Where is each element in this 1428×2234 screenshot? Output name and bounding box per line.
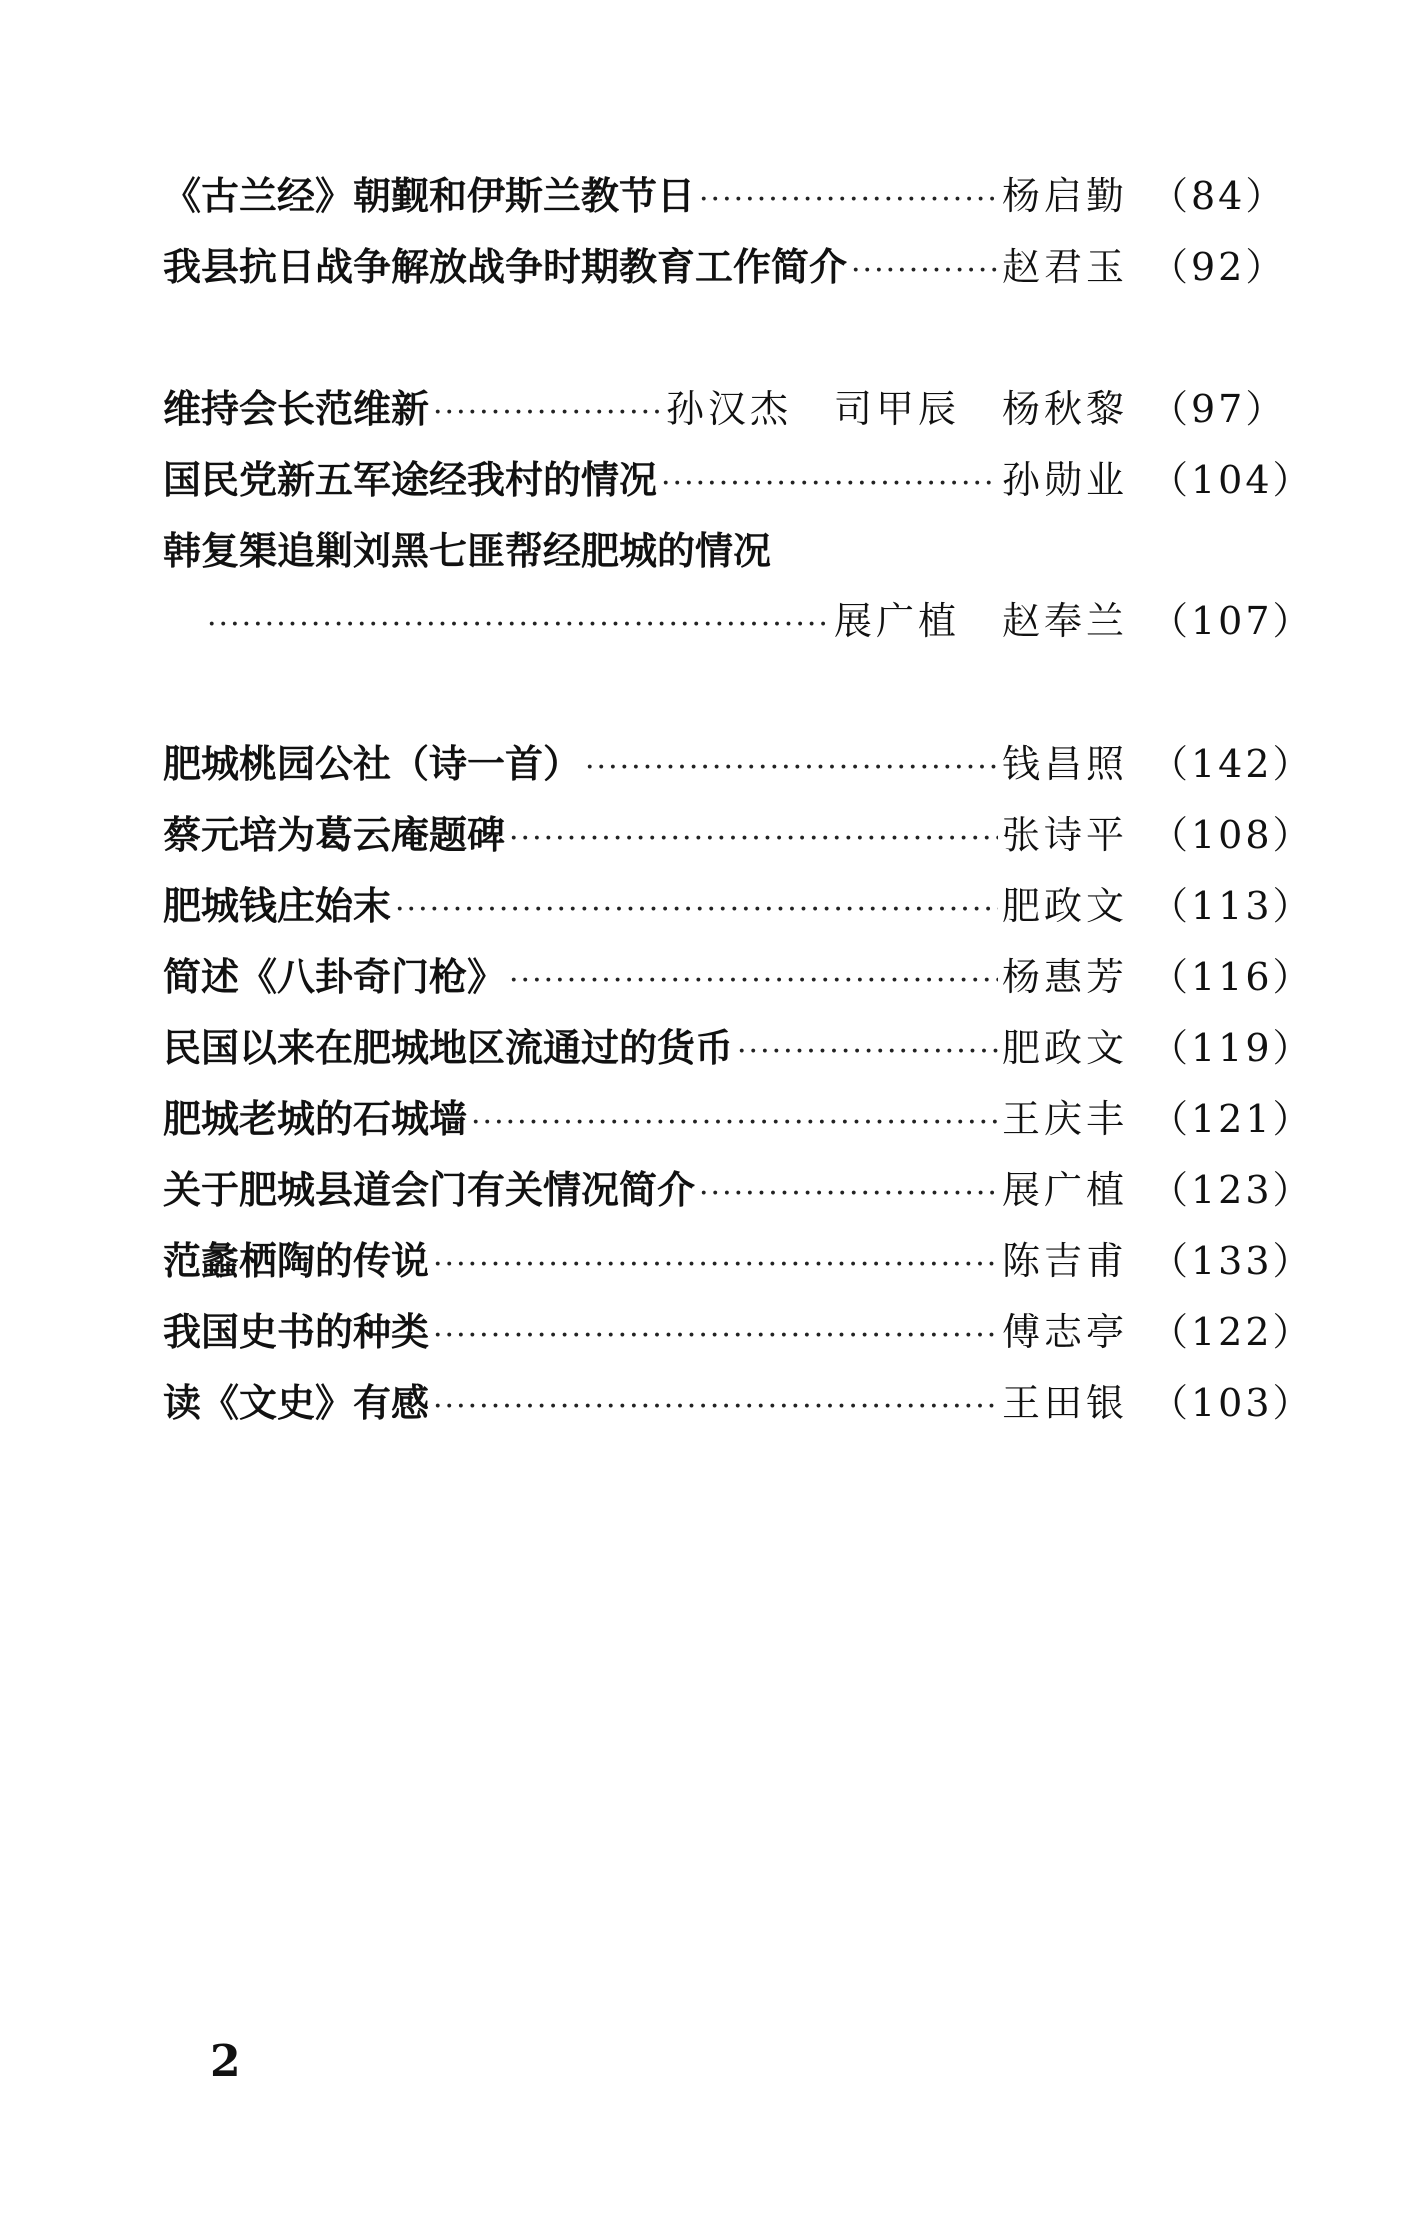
- toc-entry: [163, 728, 1314, 799]
- toc-entry: [163, 515, 1280, 586]
- entry-author: 孙汉杰 司甲辰 杨秋黎: [665, 387, 1128, 431]
- toc-entry: [163, 444, 1314, 515]
- table-of-contents: [163, 160, 1314, 1438]
- toc-entry: [163, 1154, 1314, 1225]
- entry-page: （133）: [1150, 1239, 1314, 1283]
- toc-entry: [163, 160, 1287, 231]
- dot-leader: [395, 874, 998, 945]
- dot-leader: [433, 1300, 998, 1371]
- toc-entry: [163, 231, 1287, 302]
- entry-page: （92）: [1150, 245, 1287, 289]
- dot-leader: [585, 732, 998, 803]
- toc-entry: [163, 870, 1314, 941]
- entry-title: 《古兰经》朝觐和伊斯兰教节日: [163, 173, 696, 218]
- section-gap: [163, 657, 1280, 728]
- toc-entry: [163, 1367, 1314, 1438]
- entry-author: 杨启勤: [1001, 174, 1128, 218]
- entry-title: 简述《八卦奇门枪》: [163, 954, 506, 999]
- entry-title: 我县抗日战争解放战争时期教育工作简介: [163, 244, 848, 289]
- entry-author: 张诗平: [1001, 813, 1128, 857]
- entry-author: 赵君玉: [1001, 245, 1128, 289]
- dot-leader: [207, 589, 830, 660]
- page-number: 2: [210, 2036, 241, 2087]
- entry-page: （142）: [1150, 742, 1314, 786]
- dot-leader: [699, 164, 998, 235]
- entry-author: 肥政文: [1001, 1026, 1128, 1070]
- dot-leader: [661, 448, 998, 519]
- toc-entry: [163, 1083, 1314, 1154]
- entry-author: 傅志亭: [1001, 1310, 1128, 1354]
- entry-author: 杨惠芳: [1001, 955, 1128, 999]
- section-gap: [163, 302, 1280, 373]
- entry-page: （123）: [1150, 1168, 1314, 1212]
- entry-title: 蔡元培为葛云庵题碑: [163, 812, 506, 857]
- entry-title: 肥城老城的石城墙: [163, 1096, 468, 1141]
- dot-leader: [509, 803, 998, 874]
- entry-author: 王庆丰: [1001, 1097, 1128, 1141]
- entry-title: 读《文史》有感: [163, 1380, 430, 1425]
- entry-author: 陈吉甫: [1001, 1239, 1128, 1283]
- entry-author: 王田银: [1001, 1381, 1128, 1425]
- entry-title: 范蠡栖陶的传说: [163, 1238, 430, 1283]
- toc-entry: [163, 373, 1287, 444]
- toc-entry: [163, 1225, 1314, 1296]
- entry-page: （122）: [1150, 1310, 1314, 1354]
- dot-leader: [737, 1016, 998, 1087]
- entry-author: 展广植: [1001, 1168, 1128, 1212]
- entry-author: 钱昌照: [1001, 742, 1128, 786]
- entry-page: （121）: [1150, 1097, 1314, 1141]
- toc-entry-continuation: [163, 586, 1314, 657]
- entry-title: 民国以来在肥城地区流通过的货币: [163, 1025, 734, 1070]
- entry-page: （104）: [1150, 458, 1314, 502]
- entry-page: （103）: [1150, 1381, 1314, 1425]
- entry-author: 肥政文: [1001, 884, 1128, 928]
- entry-author: 孙勋业: [1001, 458, 1128, 502]
- entry-title: 我国史书的种类: [163, 1309, 430, 1354]
- toc-entry: [163, 941, 1314, 1012]
- entry-page: （113）: [1150, 884, 1314, 928]
- entry-title: 关于肥城县道会门有关情况简介: [163, 1167, 696, 1212]
- entry-page: （97）: [1150, 387, 1287, 431]
- entry-title: 国民党新五军途经我村的情况: [163, 457, 658, 502]
- entry-page: （119）: [1150, 1026, 1314, 1070]
- dot-leader: [509, 945, 998, 1016]
- entry-title: 肥城钱庄始末: [163, 883, 392, 928]
- entry-title: 韩复榘追剿刘黑七匪帮经肥城的情况: [163, 528, 772, 573]
- dot-leader: [433, 377, 662, 448]
- entry-title: 肥城桃园公社（诗一首）: [163, 741, 582, 786]
- toc-entry: [163, 1012, 1314, 1083]
- dot-leader: [433, 1371, 998, 1442]
- toc-entry: [163, 1296, 1314, 1367]
- dot-leader: [851, 235, 998, 306]
- dot-leader: [471, 1087, 998, 1158]
- dot-leader: [433, 1229, 998, 1300]
- entry-author: 展广植 赵奉兰: [833, 599, 1128, 643]
- entry-page: （84）: [1150, 174, 1287, 218]
- entry-title: 维持会长范维新: [163, 386, 430, 431]
- entry-page: （116）: [1150, 955, 1314, 999]
- dot-leader: [699, 1158, 998, 1229]
- toc-entry: [163, 799, 1314, 870]
- entry-page: （108）: [1150, 813, 1314, 857]
- entry-page: （107）: [1150, 599, 1314, 643]
